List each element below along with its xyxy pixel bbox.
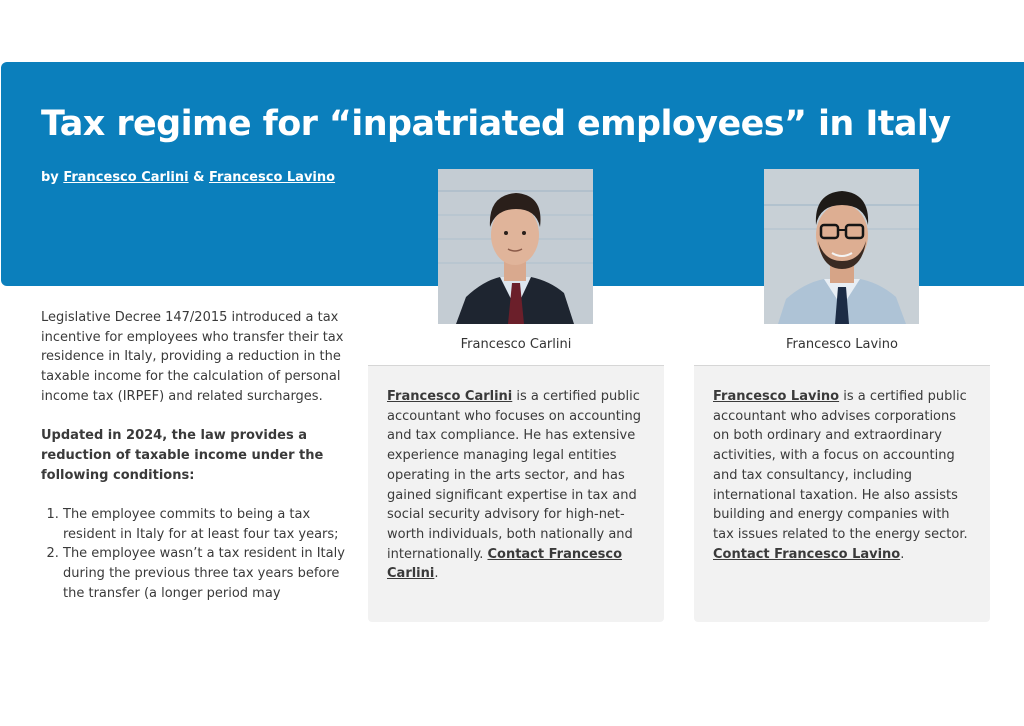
condition-item: 2. The employee wasn’t a tax resident in Italy during the previous three tax years before the transfer (a longer period may (63, 544, 347, 603)
contact-link-lavino[interactable]: Contact Francesco Lavino (713, 546, 901, 562)
profile-card-lavino (694, 365, 990, 622)
contact-link-carlini[interactable]: Contact Francesco Carlini (387, 546, 623, 582)
condition-item: 1. The employee commits to being a tax resident in Italy for at least four tax years; (63, 505, 347, 544)
portrait-photo-carlini (438, 169, 593, 324)
intro-text (41, 308, 347, 626)
portrait-carlini-graphic (438, 169, 593, 324)
profile-bio-end: . (900, 546, 905, 562)
intro-conditions-heading: Updated in 2024, the law provides a reduction of taxable income under the following conditions: (41, 428, 324, 483)
profile-bio: is a certified public accountant who advises corporations on both ordinary and extraordinary activities, with a focus on accounting and tax consultancy, including international taxation. He also assists building and energy companies with tax issues related to the energy sector. (713, 389, 968, 542)
profile-link-carlini[interactable]: Francesco Carlini (387, 389, 513, 404)
profile-bio: is a certified public accountant who focuses on accounting and tax compliance. He has extensive experience managing legal entities operating in the arts sector, and has gained significant expertise in tax and social security advisory for high-net-worth individuals, both nationally and internationally. (387, 389, 641, 562)
author-link-lavino[interactable]: Francesco Lavino (208, 170, 336, 185)
intro-paragraph: Legislative Decree 147/2015 introduced a tax incentive for employees who transfer their tax residence in Italy, providing a reduction in the taxable income for the calculation of personal income tax (IRPEF) and related surcharges. (41, 310, 344, 404)
profile-bio-end: . (434, 566, 439, 582)
byline (41, 170, 335, 185)
profile-card-carlini (368, 365, 664, 622)
portrait-photo-lavino (764, 169, 919, 324)
conditions-list (41, 505, 347, 604)
profile-name-carlini: Francesco Carlini (460, 337, 572, 352)
byline-amp: & (193, 170, 205, 185)
page-title: Tax regime for “inpatriated employees” in Italy (41, 104, 951, 144)
portrait-lavino-graphic (764, 169, 919, 324)
profile-link-lavino[interactable]: Francesco Lavino (713, 389, 840, 404)
byline-by: by (41, 170, 59, 185)
author-link-carlini[interactable]: Francesco Carlini (63, 170, 189, 185)
profile-name-lavino: Francesco Lavino (786, 337, 898, 352)
